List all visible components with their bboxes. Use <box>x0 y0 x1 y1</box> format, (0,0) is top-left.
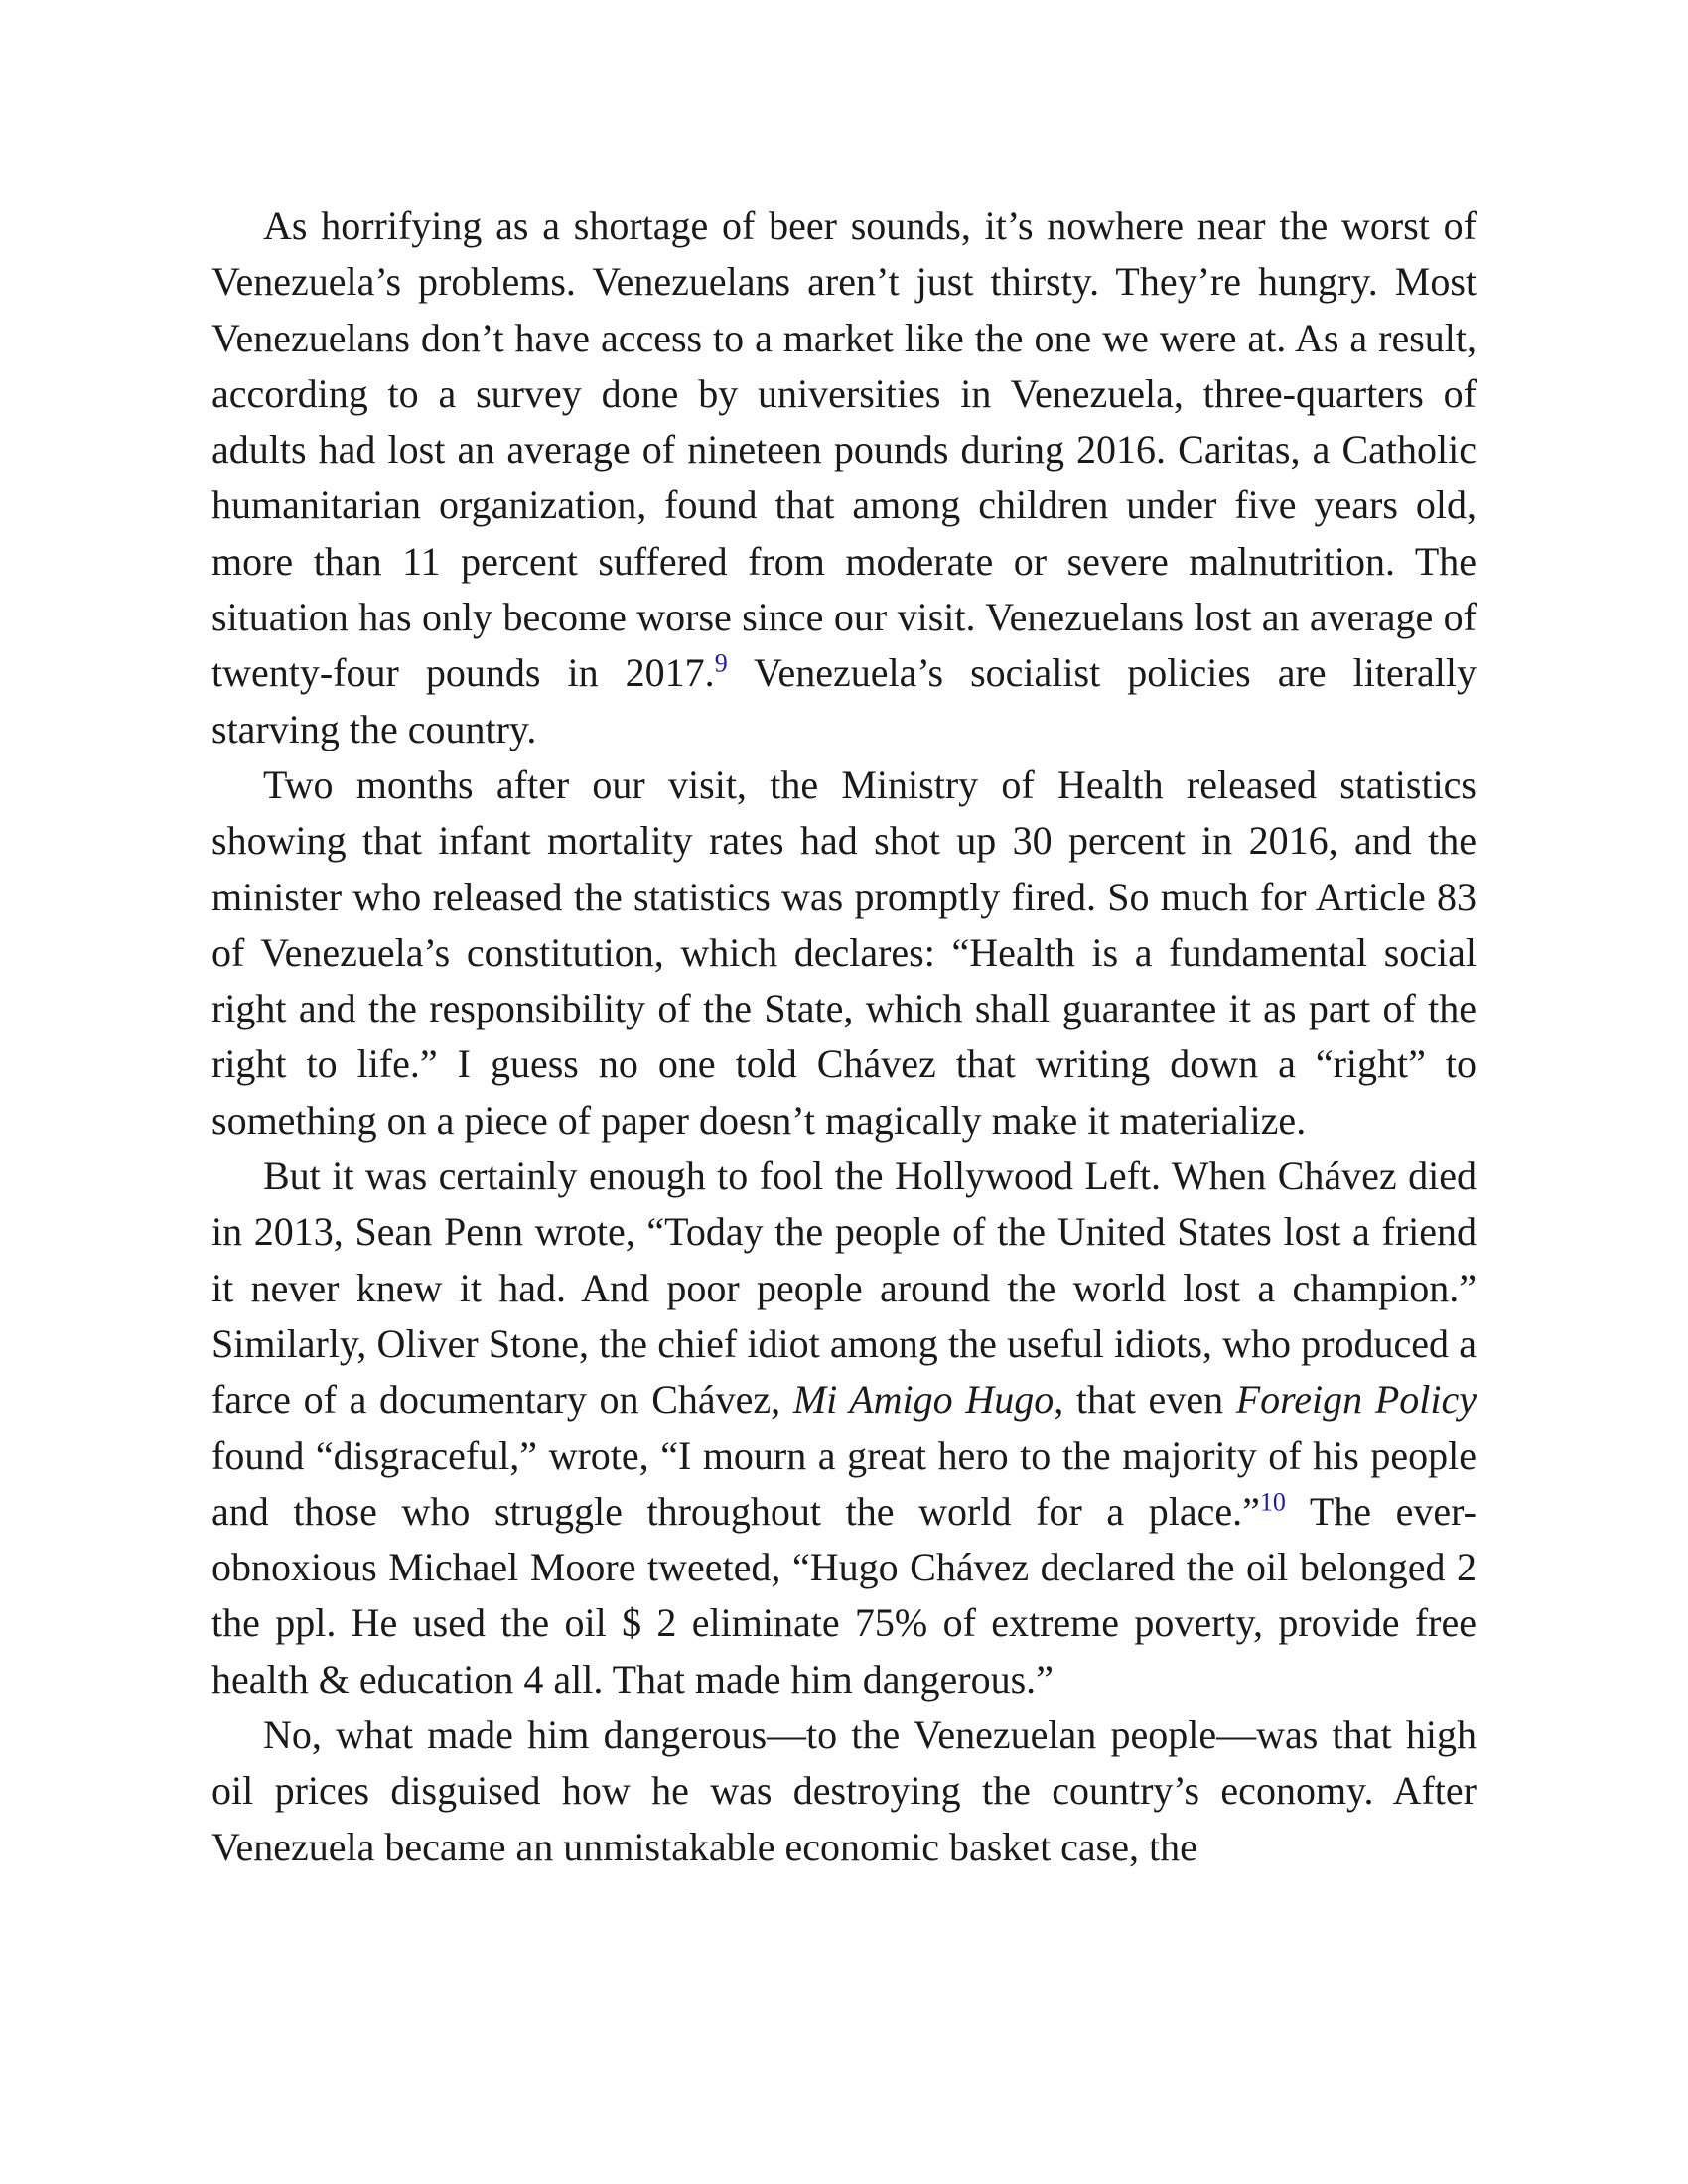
italic-title-foreign-policy: Foreign Policy <box>1235 1377 1477 1423</box>
footnote-marker-10[interactable]: 10 <box>1259 1487 1286 1517</box>
paragraph-text: , that even <box>1054 1377 1236 1423</box>
paragraph-text: Venezuela’s socialist policies are literally starving the country. <box>211 650 1477 751</box>
footnote-marker-9[interactable]: 9 <box>714 649 728 679</box>
italic-title-mi-amigo-hugo: Mi Amigo Hugo <box>792 1377 1055 1423</box>
paragraph-text: The ever-obnoxious Michael Moore tweeted, “Hugo Chávez declared the oil belonged 2 the ppl. He used the oil $ 2 eliminate 75% of extreme poverty, provide free health & education 4 all. That made him dangerous.” <box>211 1488 1477 1702</box>
paragraph-text: As horrifying as a shortage of beer sounds, it’s nowhere near the worst of Venezuela’s problems. Venezuelans aren’t just thirsty. They’re hungry. Most Venezuelans don’t have access to a market like the one we were at. As a result, according to a survey done by universities in Venezuela, three-quarters of adults had lost an average of nineteen pounds during 2016. Caritas, a Catholic humanitarian organization, found that among children under five years old, more than 11 percent suffered from moderate or severe malnutrition. The situation has only become worse since our visit. Venezuelans lost an average of twenty-four pounds in 2017. <box>211 204 1477 696</box>
paragraph-hollywood-left <box>211 1149 1477 1707</box>
book-page <box>211 199 1477 1875</box>
paragraph-infant-mortality <box>211 757 1477 1149</box>
paragraph-text: Two months after our visit, the Ministry of Health released statistics showing that infant mortality rates had shot up 30 percent in 2016, and the minister who released the statistics was promptly fired. So much for Article 83 of Venezuela’s constitution, which declares: “Health is a fundamental social right and the responsibility of the State, which shall guarantee it as part of the right to life.” I guess no one told Chávez that writing down a “right” to something on a piece of paper doesn’t magically make it materialize. <box>211 761 1477 1143</box>
paragraph-text: But it was certainly enough to fool the Hollywood Left. When Chávez died in 2013, Sean Penn wrote, “Today the people of the United States lost a friend it never knew it had. And poor people around the world lost a champion.” Similarly, Oliver Stone, the chief idiot among the useful idiots, who produced a farce of a documentary on Chávez, <box>211 1154 1477 1423</box>
paragraph-text: No, what made him dangerous—to the Venezuelan people—was that high oil prices disguised how he was destroying the country’s economy. After Venezuela became an unmistakable economic basket case, the <box>211 1712 1477 1869</box>
paragraph-text: found “disgraceful,” wrote, “I mourn a great hero to the majority of his people and those who struggle throughout the world for a place.” <box>211 1433 1477 1534</box>
paragraph-oil-prices <box>211 1707 1477 1875</box>
paragraph-beer-shortage <box>211 199 1477 757</box>
